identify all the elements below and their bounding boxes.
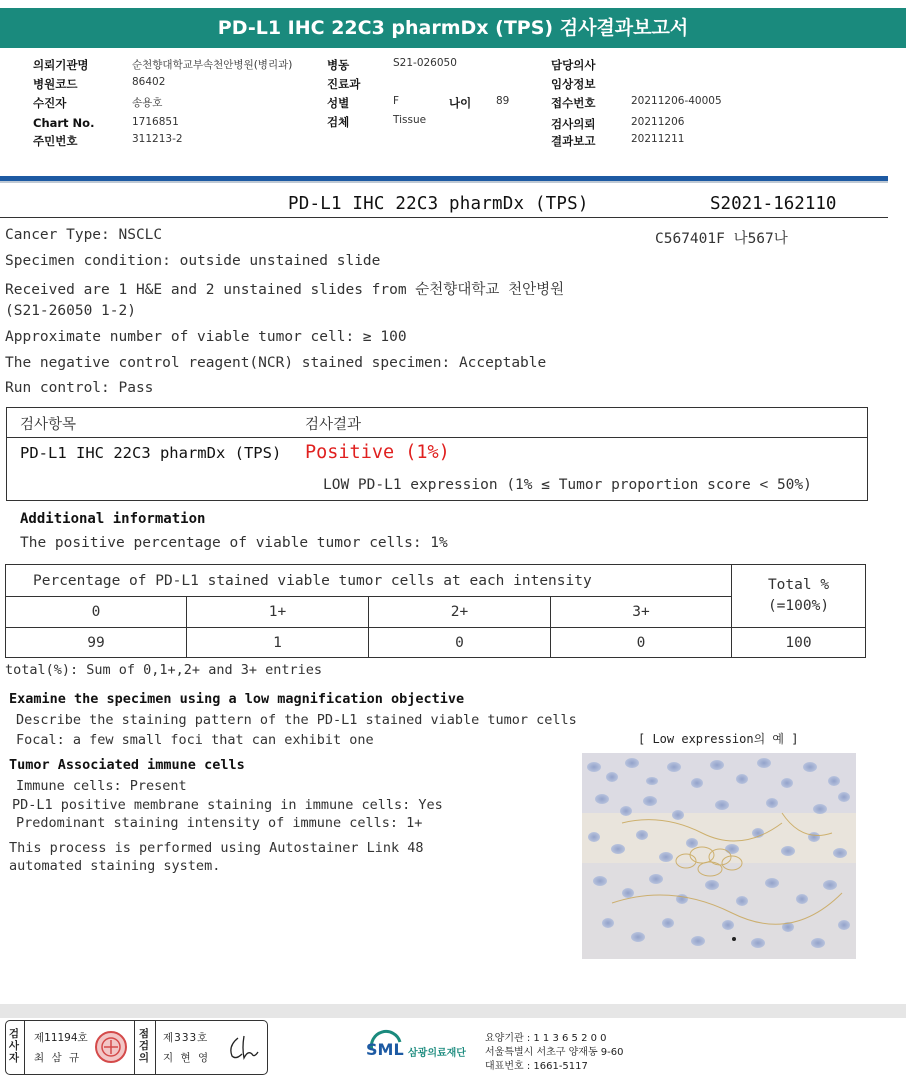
- immune-line-2: PD-L1 positive membrane staining in immune cells: Yes: [12, 797, 443, 813]
- intensity-table-header: Percentage of PD-L1 stained viable tumor cells at each intensity: [6, 565, 732, 597]
- footer-band: [0, 1004, 906, 1018]
- intensity-total: 100: [732, 628, 866, 658]
- age-label: 나이: [449, 96, 472, 110]
- sex-value: F: [393, 95, 400, 107]
- process-line-2: automated staining system.: [9, 858, 221, 874]
- process-line-1: This process is performed using Autostainer Link 48: [9, 840, 424, 856]
- recipient-label: 수진자: [33, 96, 67, 110]
- specimen-value: Tissue: [393, 114, 427, 126]
- total-header: [732, 565, 866, 628]
- sex-label: 성별: [327, 96, 350, 110]
- seal-stamp-icon: [94, 1030, 128, 1064]
- reference-code: C567401F 나567나: [655, 231, 788, 247]
- clinical-info-label: 임상정보: [551, 77, 596, 91]
- institution-value: 순천향대학교부속천안병원(병리과): [132, 59, 293, 71]
- title-underline: [0, 217, 888, 218]
- signature-divider: [155, 1021, 156, 1074]
- report-title: PD-L1 IHC 22C3 pharmDx (TPS): [288, 194, 589, 214]
- receipt-no-value: 20211206-40005: [631, 95, 722, 107]
- address: 서울특별시 서초구 양재동 9-60: [485, 1047, 624, 1058]
- request-date-label: 검사의뢰: [551, 117, 596, 131]
- intensity-col-0: 0: [6, 597, 187, 628]
- cancer-type: Cancer Type: NSCLC: [5, 227, 163, 243]
- immune-line-1: Immune cells: Present: [16, 778, 187, 794]
- intensity-table: [5, 564, 866, 658]
- ncr-status: The negative control reagent(NCR) stained specimen: Acceptable: [5, 355, 547, 371]
- specimen-label: 검체: [327, 115, 350, 129]
- low-expression-micrograph: [582, 753, 856, 959]
- sml-logo-text: SML: [366, 1040, 404, 1059]
- chart-no-label: Chart No.: [33, 116, 95, 130]
- section-divider-shadow: [0, 181, 888, 183]
- report-date-value: 20211211: [631, 133, 685, 145]
- receipt-no-label: 접수번호: [551, 96, 596, 110]
- tester-label: 검 사 자: [8, 1028, 20, 1064]
- intensity-col-1: 1+: [187, 597, 369, 628]
- viable-tumor-count: Approximate number of viable tumor cell: ≥ 100: [5, 329, 407, 345]
- resident-no-label: 주민번호: [33, 134, 78, 148]
- result-col-item: 검사항목: [20, 417, 77, 433]
- age-value: 89: [496, 95, 510, 107]
- handwritten-signature: [224, 1032, 260, 1064]
- resident-no-value: 311213-2: [132, 133, 183, 145]
- checker-label: 점 검 의: [138, 1028, 150, 1064]
- result-value: Positive (1%): [305, 442, 450, 463]
- report-banner-title: PD-L1 IHC 22C3 pharmDx (TPS) 검사결과보고서: [0, 8, 906, 48]
- org-name: 삼광의료재단: [408, 1048, 466, 1059]
- result-interpretation: LOW PD-L1 expression (1% ≤ Tumor proportion score < 50%): [323, 477, 812, 493]
- additional-text: The positive percentage of viable tumor cells: 1%: [20, 535, 448, 551]
- intensity-value-2: 0: [369, 628, 551, 658]
- checker-license: 제333호: [163, 1032, 209, 1044]
- intensity-value-1: 1: [187, 628, 369, 658]
- additional-heading: Additional information: [20, 511, 206, 527]
- result-table-divider: [6, 437, 868, 438]
- ward-label: 병동: [327, 58, 350, 72]
- recipient-value: 송용호: [132, 97, 163, 109]
- result-col-result: 검사결과: [305, 417, 362, 433]
- institution-code: 요양기관 : 1 1 3 6 5 2 0 0: [485, 1033, 607, 1044]
- image-caption: [ Low expression의 예 ]: [638, 732, 799, 746]
- specimen-condition: Specimen condition: outside unstained slide: [5, 253, 381, 269]
- examine-heading: Examine the specimen using a low magnification objective: [9, 691, 465, 707]
- examine-line-1: Describe the staining pattern of the PD-L1 stained viable tumor cells: [16, 712, 577, 728]
- table-note: total(%): Sum of 0,1+,2+ and 3+ entries: [5, 662, 322, 678]
- intensity-col-3: 3+: [551, 597, 732, 628]
- test-name: PD-L1 IHC 22C3 pharmDx (TPS): [20, 444, 282, 462]
- hospital-code-label: 병원코드: [33, 77, 78, 91]
- hospital-code-value: 86402: [132, 76, 166, 88]
- signature-divider: [24, 1021, 25, 1074]
- chart-no-value: 1716851: [132, 116, 179, 128]
- tester-name: 최 삼 규: [34, 1052, 82, 1064]
- report-id: S2021-162110: [710, 194, 837, 214]
- immune-line-3: Predominant staining intensity of immune cells: 1+: [16, 815, 423, 831]
- intensity-col-2: 2+: [369, 597, 551, 628]
- total-label: Total %: [767, 577, 830, 593]
- intensity-value-3: 0: [551, 628, 732, 658]
- slide-reference: (S21-26050 1-2): [5, 303, 136, 319]
- total-label-sub: (=100%): [767, 598, 830, 614]
- immune-heading: Tumor Associated immune cells: [9, 757, 245, 773]
- checker-name: 지 현 영: [163, 1052, 211, 1064]
- received-slides: Received are 1 H&E and 2 unstained slides from 순천향대학교 천안병원: [5, 282, 565, 298]
- ward-value: S21-026050: [393, 57, 457, 69]
- phone-number: 대표번호 : 1661-5117: [485, 1061, 588, 1072]
- intensity-value-0: 99: [6, 628, 187, 658]
- signature-divider: [134, 1021, 135, 1074]
- report-date-label: 결과보고: [551, 134, 596, 148]
- tester-license: 제11194호: [34, 1032, 88, 1044]
- examine-line-2: Focal: a few small foci that can exhibit one: [16, 732, 374, 748]
- doctor-label: 담당의사: [551, 58, 596, 72]
- department-label: 진료과: [327, 77, 361, 91]
- run-control: Run control: Pass: [5, 380, 154, 396]
- institution-label: 의뢰기관명: [33, 58, 89, 72]
- request-date-value: 20211206: [631, 116, 685, 128]
